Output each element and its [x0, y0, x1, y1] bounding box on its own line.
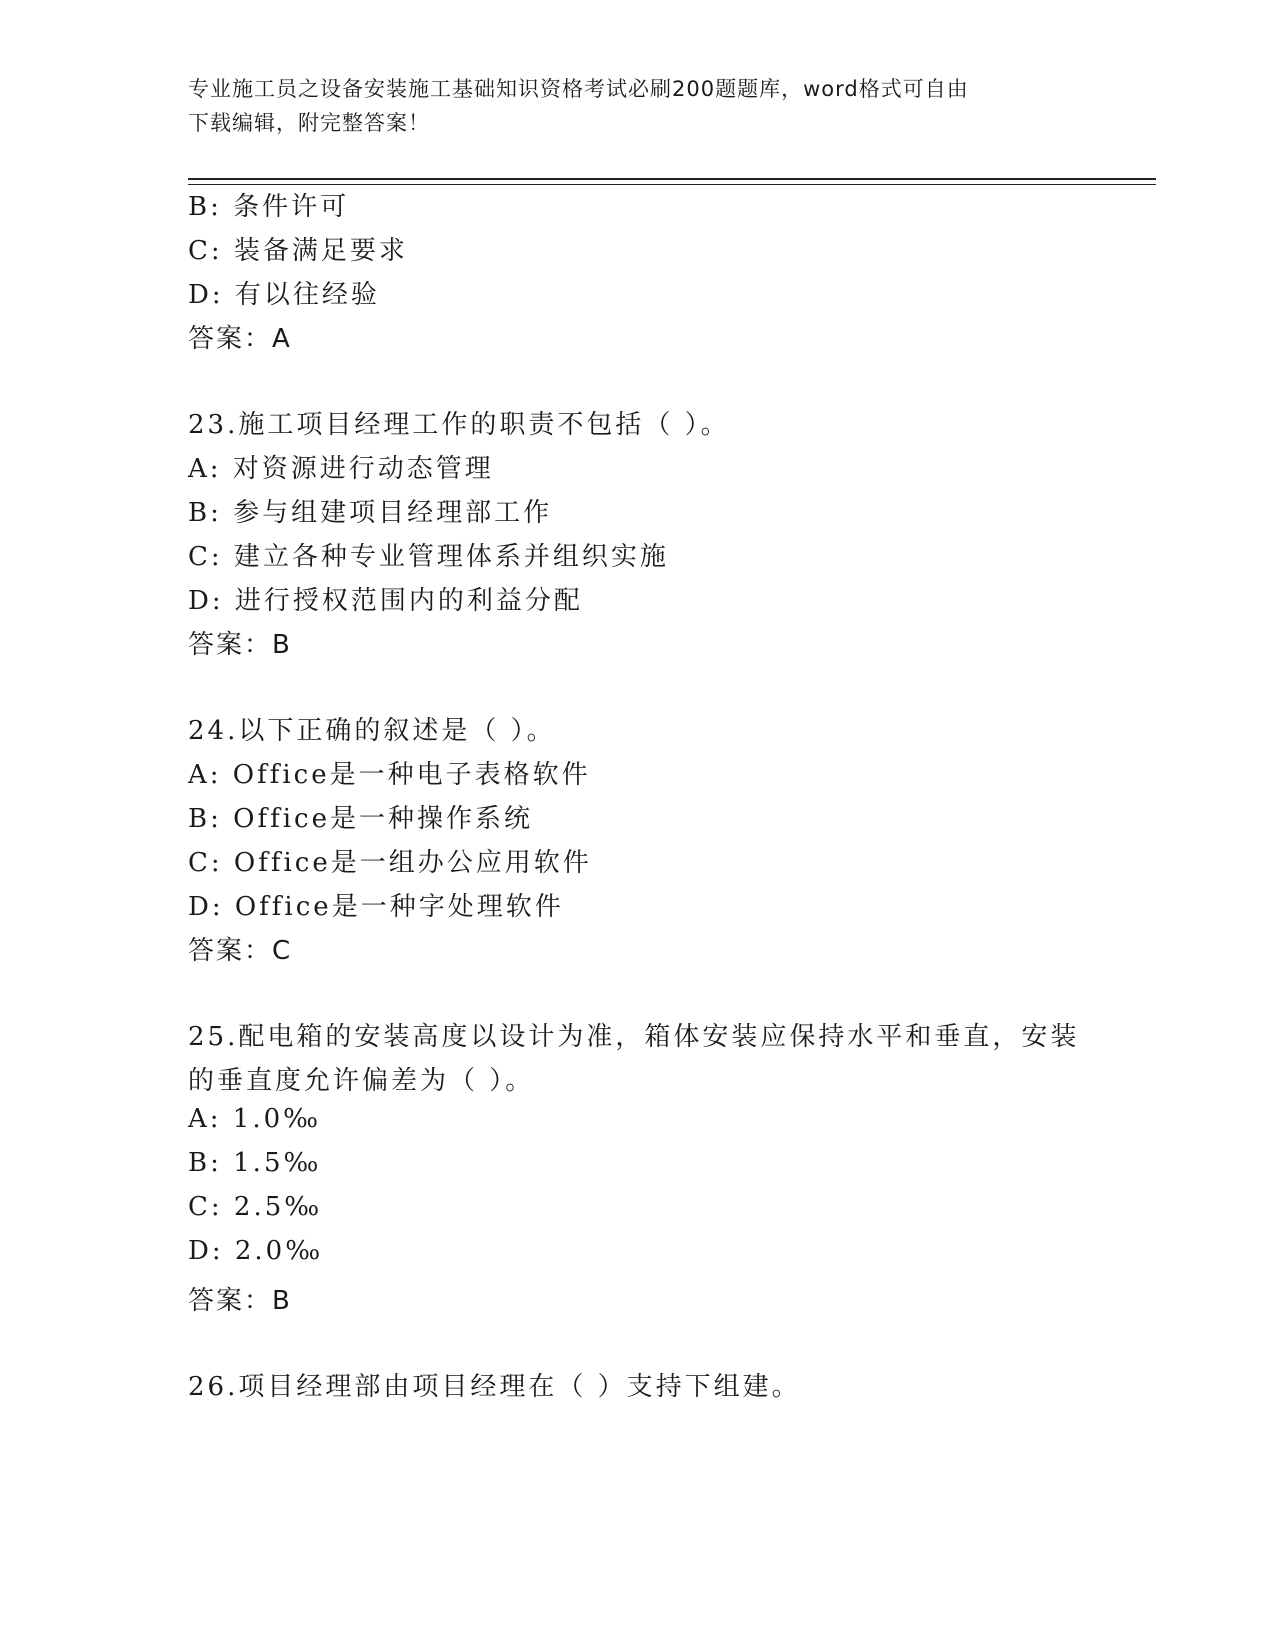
q23-answer: 答案：B [188, 630, 292, 660]
q23-option-d: D: 进行授权范围内的利益分配 [188, 586, 583, 616]
q25-question-line-1: 25.配电箱的安装高度以设计为准，箱体安装应保持水平和垂直，安装 [188, 1022, 1080, 1052]
header-divider-thin [188, 184, 1156, 185]
q24-answer: 答案：C [188, 936, 293, 966]
document-header [188, 72, 1068, 140]
q23-option-a: A: 对资源进行动态管理 [188, 454, 494, 484]
q24-option-b: B: Office是一种操作系统 [188, 804, 533, 834]
q25-question-line-2: 的垂直度允许偏差为（ ）。 [188, 1066, 535, 1096]
q24-question: 24.以下正确的叙述是（ ）。 [188, 716, 556, 746]
q23-question: 23.施工项目经理工作的职责不包括（ ）。 [188, 410, 730, 440]
header-divider-thick [188, 178, 1156, 180]
q23-option-c: C: 建立各种专业管理体系并组织实施 [188, 542, 669, 572]
q22-option-b: B: 条件许可 [188, 192, 350, 222]
q26-question: 26.项目经理部由项目经理在（ ）支持下组建。 [188, 1372, 801, 1402]
q22-option-d: D: 有以往经验 [188, 280, 380, 310]
q25-answer: 答案：B [188, 1286, 292, 1316]
header-line-1: 专业施工员之设备安装施工基础知识资格考试必刷200题题库，word格式可自由 [188, 77, 969, 101]
header-line-2: 下载编辑，附完整答案！ [188, 111, 430, 135]
q25-option-c: C: 2.5‰ [188, 1192, 323, 1222]
q24-option-d: D: Office是一种字处理软件 [188, 892, 564, 922]
q25-option-d: D: 2.0‰ [188, 1236, 324, 1266]
q24-option-a: A: Office是一种电子表格软件 [188, 760, 591, 790]
q22-answer: 答案：A [188, 324, 292, 354]
q24-option-c: C: Office是一组办公应用软件 [188, 848, 592, 878]
q23-option-b: B: 参与组建项目经理部工作 [188, 498, 553, 528]
q22-option-c: C: 装备满足要求 [188, 236, 408, 266]
q25-option-b: B: 1.5‰ [188, 1148, 322, 1178]
q25-option-a: A: 1.0‰ [188, 1104, 322, 1134]
